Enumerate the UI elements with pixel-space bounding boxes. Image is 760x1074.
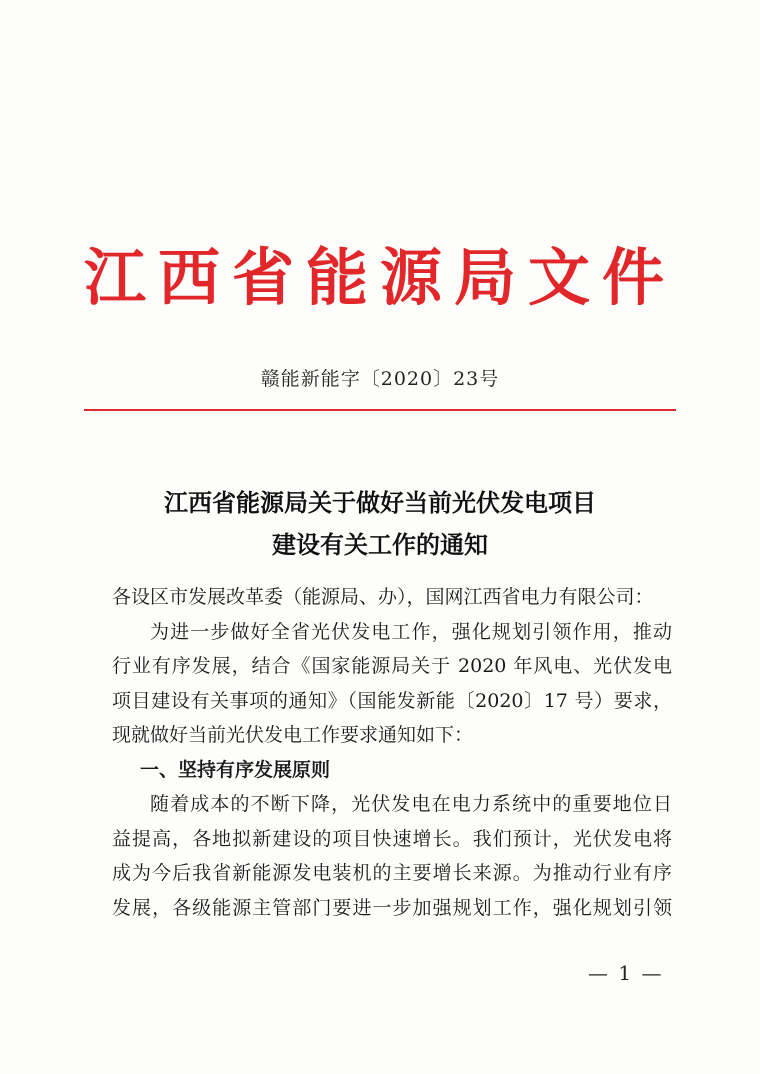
page-number: — 1 —	[588, 961, 664, 985]
intro-line: 为进一步做好全省光伏发电工作，强化规划引领作用，推动	[150, 620, 672, 643]
header-red-rule	[84, 409, 676, 411]
document-number: 赣能新能字〔2020〕23号	[260, 368, 500, 390]
document-title	[0, 482, 760, 566]
section-1-line: 益提高，各地拟新建设的项目快速增长。我们预计，光伏发电将	[112, 827, 672, 850]
agency-header-title: 江西省能源局文件	[83, 241, 676, 314]
document-body	[112, 580, 672, 925]
intro-line: 现就做好当前光伏发电工作要求通知如下：	[112, 724, 474, 746]
intro-line: 行业有序发展，结合《国家能源局关于 2020 年风电、光伏发电	[112, 655, 672, 677]
section-1-line: 成为今后我省新能源发电装机的主要增长来源。为推动行业有序	[112, 862, 672, 884]
title-line-1: 江西省能源局关于做好当前光伏发电项目	[164, 489, 596, 517]
addressee-line: 各设区市发展改革委（能源局、办），国网江西省电力有限公司：	[112, 586, 654, 608]
title-line-2: 建设有关工作的通知	[272, 531, 488, 559]
section-1-line: 随着成本的不断下降，光伏发电在电力系统中的重要地位日	[150, 793, 672, 815]
intro-line: 项目建设有关事项的通知》（国能发新能〔2020〕17 号）要求，	[112, 689, 672, 712]
section-1-heading: 一、坚持有序发展原则	[140, 758, 331, 781]
section-1-line: 发展，各级能源主管部门要进一步加强规划工作，强化规划引领	[112, 896, 672, 919]
